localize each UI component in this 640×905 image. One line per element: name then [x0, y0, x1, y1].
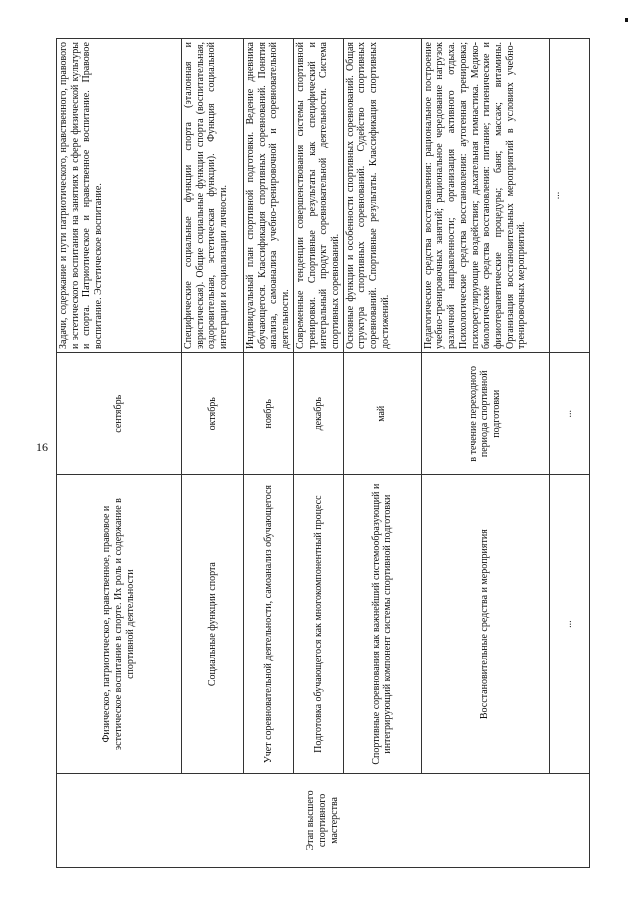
table-row	[182, 39, 244, 868]
topic-cell: Социальные функции спорта	[182, 475, 244, 773]
month-cell: сентябрь	[57, 353, 182, 475]
month-cell: декабрь	[294, 353, 344, 475]
month-cell: ноябрь	[244, 353, 294, 475]
content-cell: Задачи, содержание и пути патриотического, нравственного, правового и эстетического воспитания на занятиях в сфере физической культуры и спорта. Патриотическое и нравственное воспитание. Правовое воспитание. Эстетическое воспитание.	[57, 39, 182, 353]
page-number: 16	[36, 440, 48, 454]
table-row	[549, 39, 589, 868]
table-row	[421, 39, 549, 868]
content-cell: Современные тенденции совершенствования системы спортивной тренировки. Спортивные результаты как специфический и интегральный продукт соревновательной деятельности. Система спортивных соревнований.	[294, 39, 344, 353]
topic-cell: Спортивные соревнования как важнейший системообразующий и интегрирующий компонент системы спортивной подготовки	[343, 475, 421, 773]
month-cell: май	[343, 353, 421, 475]
content-cell: Индивидуальный план спортивной подготовки. Ведение дневника обучающегося. Классификация спортивных соревнований. Понятия анализа, самоанализа учебно-тренировочной и соревновательной деятельности.	[244, 39, 294, 353]
table-row	[244, 39, 294, 868]
topic-cell: Учет соревновательной деятельности, самоанализ обучающегося	[244, 475, 294, 773]
stage-cell: Этап высшего спортивного мастерства	[57, 773, 590, 867]
topic-cell: Восстановительные средства и мероприятия	[421, 475, 549, 773]
month-cell: октябрь	[182, 353, 244, 475]
topic-cell: Подготовка обучающегося как многокомпонентный процесс	[294, 475, 344, 773]
content-cell: Специфические социальные функции спорта (эталонная и эвристическая). Общие социальные функции спорта (воспитательная, оздоровительная, эстетическая функции). Функция социальной интеграции и социализации личности.	[182, 39, 244, 353]
table-row	[294, 39, 344, 868]
topic-cell: Физическое, патриотическое, нравственное, правовое и эстетическое воспитание в спорте. Их роль и содержание в спортивной деятельности	[57, 475, 182, 773]
content-cell: Педагогические средства восстановления: рациональное построение учебно-тренировочных занятий; рациональное чередование нагрузок различной направленности; организация активного отдыха. Психологические средства восстановления: аутогенная тренировка; психорегулирующие воздействия; дыхательная гимнастика. Медико-биологические средства восстановления: питание; гигиенические и физиотерапевтические процедуры; баня; массаж; витамины. Организация восстановительных мероприятий в условиях учебно-тренировочных мероприятий.	[421, 39, 549, 353]
theory-plan-table	[56, 38, 590, 868]
rotated-table-wrapper	[56, 38, 584, 868]
topic-cell: ...	[549, 475, 589, 773]
month-cell: ...	[549, 353, 589, 475]
dot-mark	[625, 18, 628, 22]
month-cell: в течение переходного периода спортивной подготовки	[421, 353, 549, 475]
content-cell: Основные функции и особенности спортивных соревнований. Общая структура спортивных соревнований. Судейство спортивных соревнований. Спортивные результаты. Классификация спортивных достижений.	[343, 39, 421, 353]
table-row	[57, 39, 182, 868]
table-row	[343, 39, 421, 868]
content-cell: ...	[549, 39, 589, 353]
